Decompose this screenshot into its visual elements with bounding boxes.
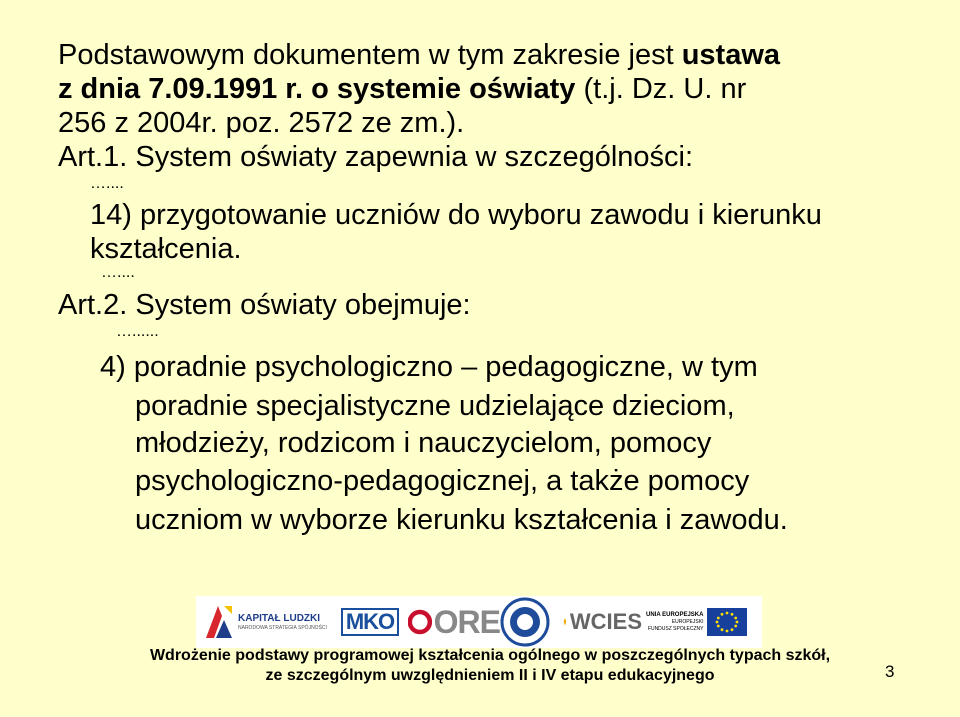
- footer-line-2: ze szczególnym uwzględnieniem II i IV etapu edukacyjnego: [265, 667, 715, 684]
- ore-logo-text: ORE: [433, 603, 500, 640]
- intro-text: Podstawowym dokumentem w tym zakresie jest: [58, 39, 682, 71]
- page-number: 3: [885, 662, 895, 681]
- art2-point-line-4: psychologiczno-pedagogicznej, a także pomocy: [135, 465, 750, 497]
- eu-logo: [646, 600, 756, 644]
- intro-text: (t.j. Dz. U. nr: [575, 73, 747, 105]
- art1-point-line-2: kształcenia.: [90, 233, 242, 265]
- eu-subtitle-1: EUROPEJSKI: [671, 619, 704, 625]
- art2-heading: Art.2. System oświaty obejmuje:: [58, 289, 471, 321]
- ore-logo: [408, 600, 500, 644]
- kapital-ludzki-title: KAPITAŁ LUDZKI: [238, 612, 321, 624]
- kapital-ludzki-logo: [202, 600, 330, 644]
- sponsor-logos-strip: [196, 596, 762, 648]
- wcies-flame-icon: [562, 608, 568, 636]
- wcies-logo: [562, 600, 642, 644]
- art1-dots-after: …....: [101, 264, 135, 281]
- kapital-ludzki-icon: [202, 602, 234, 642]
- art1-heading: Art.1. System oświaty zapewnia w szczególności:: [58, 141, 694, 173]
- seal-icon: [500, 597, 550, 647]
- footer-line-1: Wdrożenie podstawy programowej kształcenia ogólnego w poszczególnych typach szkół,: [149, 647, 831, 664]
- art1-point-line-1: 14) przygotowanie uczniów do wyboru zawodu i kierunku: [90, 199, 822, 231]
- ore-circle-icon: [408, 609, 432, 635]
- intro-line-1: [58, 38, 780, 72]
- intro-bold-text: z dnia 7.09.1991 r. o systemie oświaty: [58, 73, 576, 105]
- art2-point-line-3: młodzieży, rodzicom i nauczycielom, pomocy: [135, 427, 712, 459]
- art2-point-line-5: uczniom w wyborze kierunku kształcenia i zawodu.: [135, 504, 788, 536]
- mko-logo: [338, 600, 402, 644]
- eu-subtitle-2: FUNDUSZ SPOŁECZNY: [647, 626, 704, 632]
- intro-line-2: [58, 72, 780, 106]
- kapital-ludzki-subtitle: NARODOWA STRATEGIA SPÓJNOŚCI: [238, 624, 327, 631]
- art2-dots: …......: [116, 323, 159, 340]
- mko-logo-text: MKO: [341, 608, 399, 636]
- intro-paragraph: [58, 38, 780, 140]
- intro-line-3: 256 z 2004r. poz. 2572 ze zm.).: [58, 107, 465, 139]
- eu-flag-icon: [707, 608, 747, 636]
- szkola-seal-logo: [500, 600, 556, 644]
- art1-dots-before: …....: [90, 175, 124, 192]
- art2-point-line-2: poradnie specjalistyczne udzielające dzieciom,: [135, 390, 735, 422]
- wcies-logo-text: WCIES: [569, 609, 642, 634]
- eu-title: UNIA EUROPEJSKA: [646, 612, 704, 618]
- art2-point-line-1: 4) poradnie psychologiczno – pedagogiczne, w tym: [100, 351, 758, 383]
- intro-bold-text: ustawa: [681, 39, 781, 71]
